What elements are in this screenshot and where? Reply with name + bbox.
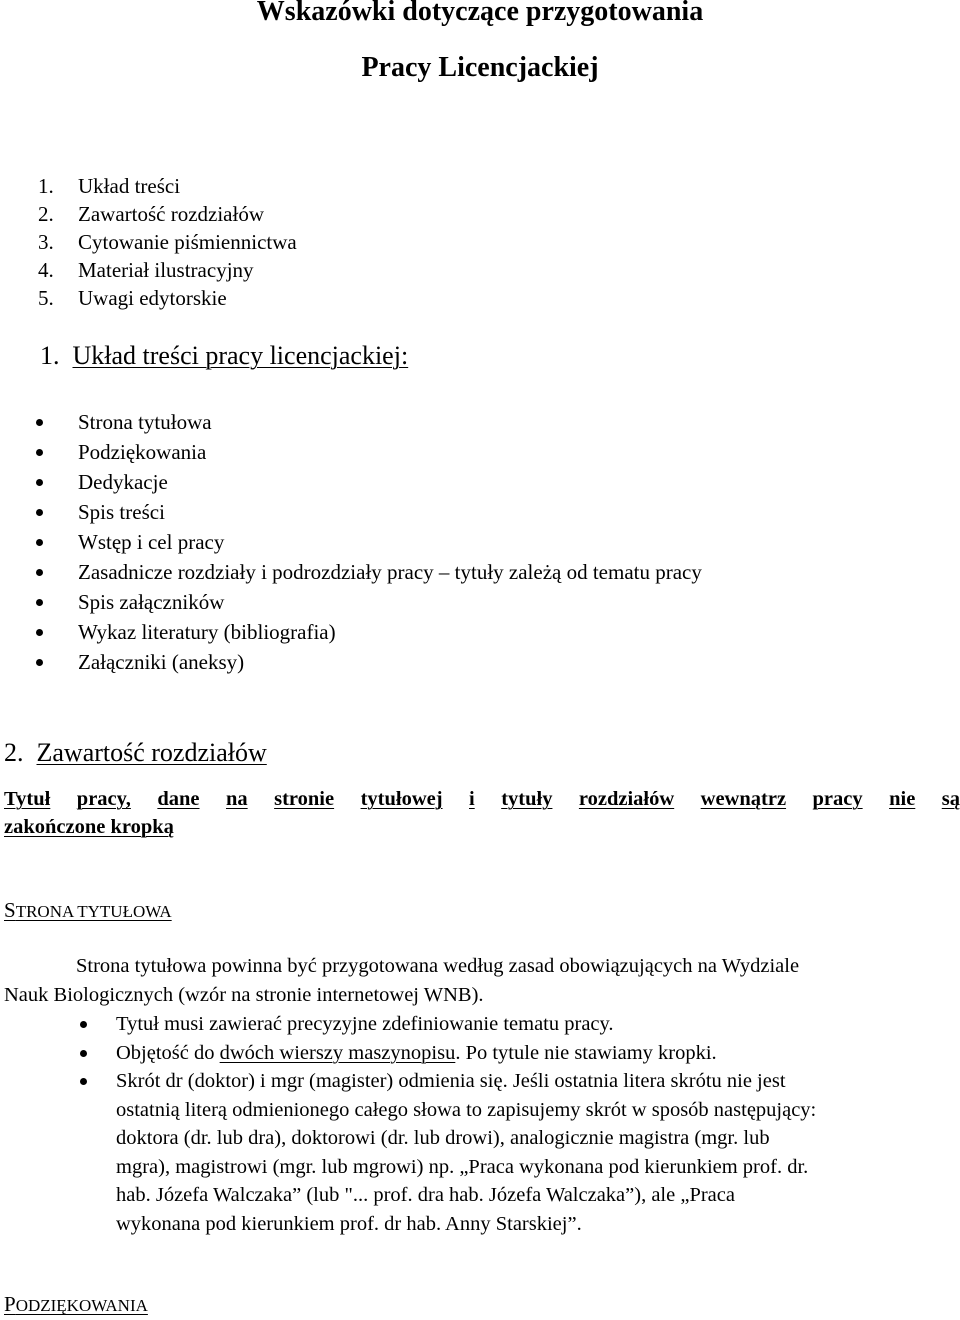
bullet3-line: mgra), magistrowi (mgr. lub mgrowi) np. „Praca wykonana pod kierunkiem prof. dr. <box>116 1155 809 1178</box>
list-item: Wstęp i cel pracy <box>36 527 702 557</box>
strona-tytulowa-intro-line1: Strona tytułowa powinna być przygotowana według zasad obowiązujących na Wydziale <box>76 955 800 977</box>
list-item: Objętość do dwóch wierszy maszynopisu. Po tytule nie stawiamy kropki. <box>80 1039 958 1068</box>
bullet-icon <box>36 629 43 636</box>
document-title-line2: Pracy Licencjackiej <box>361 52 599 83</box>
bullet-icon <box>36 509 43 516</box>
strona-tytulowa-list <box>80 1010 958 1238</box>
list-item: Wykaz literatury (bibliografia) <box>36 617 702 647</box>
bullet-icon <box>36 449 43 456</box>
list-item: Zasadnicze rozdziały i podrozdziały pracy – tytuły zależą od tematu pracy <box>36 557 702 587</box>
list-item: Podziękowania <box>36 437 702 467</box>
podziekowania-heading: PODZIĘKOWANIA <box>4 1292 148 1316</box>
toc-item: 3. Cytowanie piśmiennictwa <box>38 230 297 254</box>
section-1-heading: 1. Układ treści pracy licencjackiej: <box>40 341 409 370</box>
section-2-note: Tytuł pracy, dane na stronie tytułowej i tytuły rozdziałów wewnątrz pracy nie są zakończone kropką <box>4 788 960 838</box>
bullet-icon <box>36 569 43 576</box>
list-item: Dedykacje <box>36 467 702 497</box>
bullet-icon <box>36 599 43 606</box>
section-1-heading-text: Układ treści pracy licencjackiej: <box>72 341 409 370</box>
bullet3-line: ostatnią literą odmienionego całego słowa to zapisujemy skrót w sposób następujący: <box>116 1098 817 1121</box>
list-item <box>80 1067 958 1238</box>
toc-item: 1. Układ treści <box>38 174 181 198</box>
toc-item: 4. Materiał ilustracyjny <box>38 258 254 282</box>
bullet-icon <box>36 539 43 546</box>
list-item: Strona tytułowa <box>36 407 702 437</box>
section-2-heading-text: Zawartość rozdziałów <box>36 738 267 767</box>
list-item: Tytuł musi zawierać precyzyjne zdefiniowanie tematu pracy. <box>80 1010 958 1039</box>
bullet-icon <box>36 659 43 666</box>
table-of-contents <box>38 172 297 312</box>
list-item: Spis załączników <box>36 587 702 617</box>
bullet3-line: wykonana pod kierunkiem prof. dr hab. Anny Starskiej”. <box>116 1212 582 1235</box>
bullet-icon <box>80 1050 87 1057</box>
bullet-icon <box>36 419 43 426</box>
bullet3-line: doktora (dr. lub dra), doktorowi (dr. lub drowi), analogicznie magistra (mgr. lub <box>116 1127 770 1149</box>
toc-item: 5. Uwagi edytorskie <box>38 286 227 310</box>
bullet-icon <box>80 1021 87 1028</box>
section-1-list <box>36 407 702 677</box>
strona-tytulowa-heading: STRONA TYTUŁOWA <box>4 898 172 922</box>
bullet-icon <box>80 1078 87 1085</box>
section-2-heading: 2. Zawartość rozdziałów <box>4 738 267 767</box>
list-item: Załączniki (aneksy) <box>36 647 702 677</box>
strona-tytulowa-intro-line2: Nauk Biologicznych (wzór na stronie internetowej WNB). <box>4 984 484 1006</box>
bullet3-line: Skrót dr (doktor) i mgr (magister) odmienia się. Jeśli ostatnia litera skrótu nie jest <box>116 1070 786 1092</box>
bullet3-line: hab. Józefa Walczaka” (lub "... prof. dra hab. Józefa Walczaka”), ale „Praca <box>116 1184 735 1206</box>
toc-item: 2. Zawartość rozdziałów <box>38 202 264 226</box>
list-item: Spis treści <box>36 497 702 527</box>
document-title-line1: Wskazówki dotyczące przygotowania <box>256 0 704 27</box>
bullet-icon <box>36 479 43 486</box>
